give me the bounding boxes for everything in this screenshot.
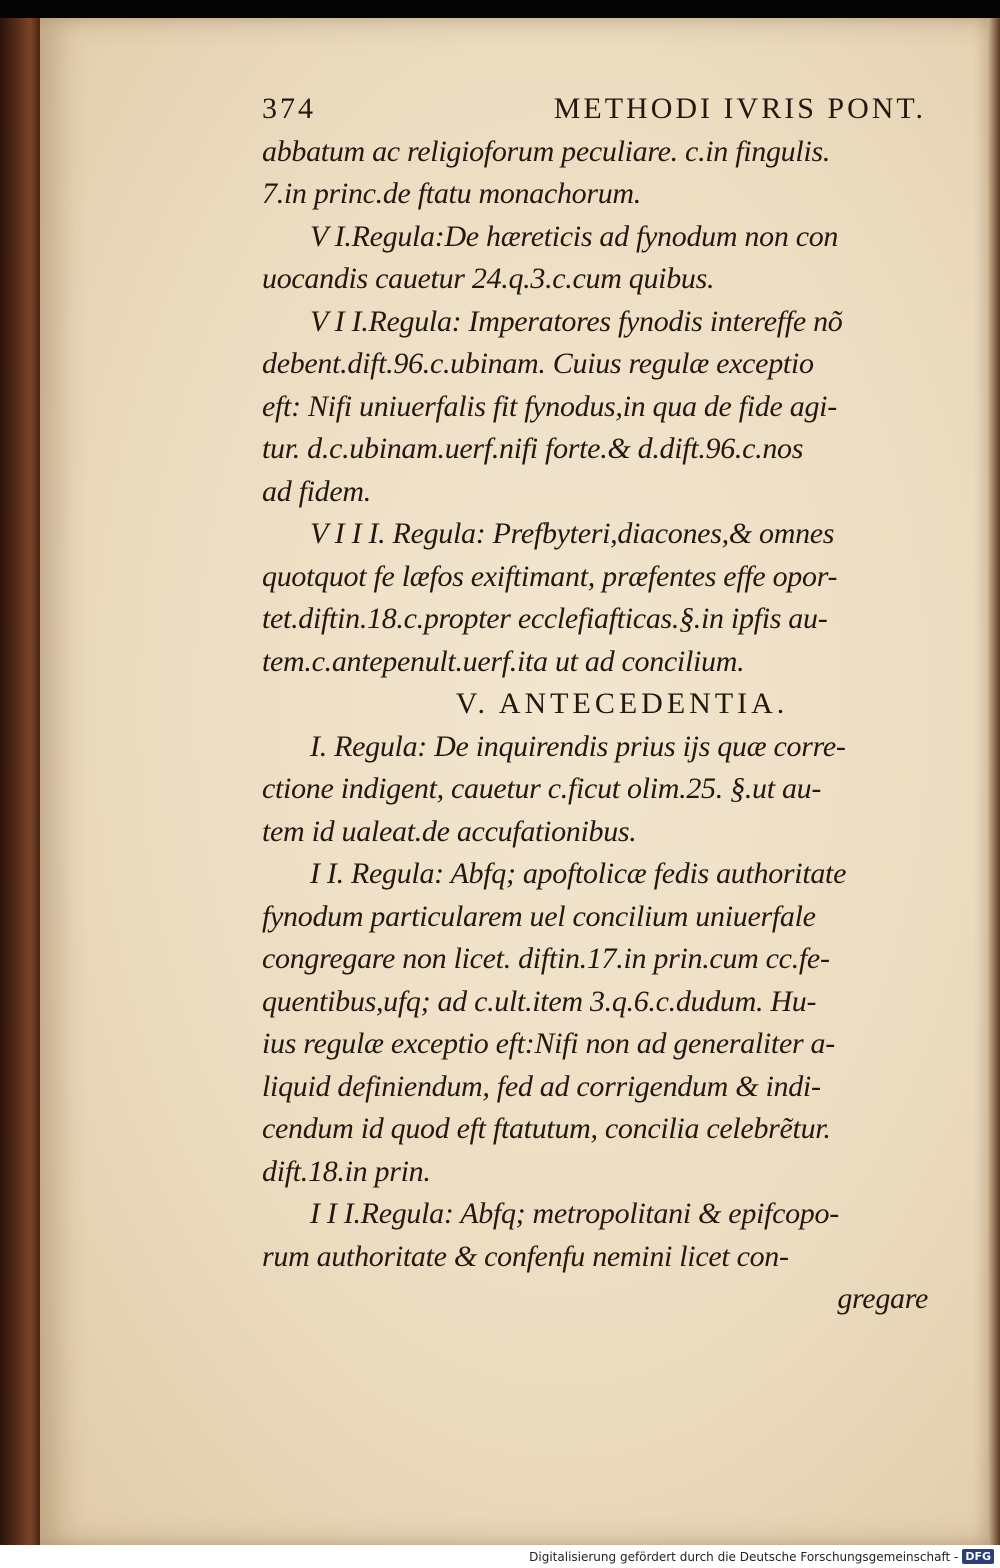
text-line: tem id ualeat.de accufationibus. (262, 814, 637, 848)
book-cover-edge (0, 18, 40, 1545)
text-line: abbatum ac religioforum peculiare. c.in fingulis. (262, 134, 831, 168)
text-line: I. Regula: De inquirendis prius ijs quæ corre- (310, 729, 846, 763)
text-line: tem.c.antepenult.uerf.ita ut ad concilium. (262, 644, 745, 678)
digitization-footer (0, 1545, 1000, 1568)
text-line: uocandis cauetur 24.q.3.c.cum quibus. (262, 262, 715, 295)
scan-top-border (0, 0, 1000, 18)
text-line: V I.Regula:De hæreticis ad fynodum non con (310, 219, 839, 253)
text-line: debent.dift.96.c.ubinam. Cuius regulæ exceptio (262, 347, 814, 380)
text-line: congregare non licet. diftin.17.in prin.cum cc.fe- (262, 942, 830, 975)
text-line: fynodum particularem uel concilium uniuerfale (262, 899, 816, 933)
text-line: eft: Nifi uniuerfalis fit fynodus,in qua de fide agi- (262, 389, 837, 423)
text-line: cendum id quod eft ftatutum, concilia celebrẽtur. (262, 1112, 831, 1145)
text-line: gregare (837, 1282, 928, 1315)
text-line: 7.in princ.de ftatu monachorum. (262, 177, 642, 210)
running-title: METHODI IVRIS PONT. (553, 92, 926, 125)
text-line: liquid definiendum, fed ad corrigendum & indi- (262, 1069, 821, 1103)
text-line: V I I I. Regula: Prefbyteri,diacones,& omnes (310, 517, 835, 550)
book-scan (0, 18, 1000, 1545)
text-line: ctione indigent, cauetur c.ficut olim.25. §.ut au- (262, 772, 822, 805)
page-right-edge (988, 18, 1000, 1545)
page-number: 374 (262, 92, 316, 125)
text-line: ius regulæ exceptio eft:Nifi non ad generaliter a- (262, 1027, 835, 1060)
body-lines (262, 131, 932, 1321)
running-header (262, 88, 932, 131)
text-line: I I I.Regula: Abfq; metropolitani & epifcopo- (310, 1197, 839, 1230)
text-line: I I. Regula: Abfq; apoftolicæ fedis authoritate (310, 857, 847, 890)
text-line: quotquot fe læfos exiftimant, præfentes effe opor- (262, 559, 838, 593)
page-text-block (262, 88, 932, 1321)
text-line: tet.diftin.18.c.propter ecclefiafticas.§.in ipfis au- (262, 602, 828, 635)
text-line: rum authoritate & confenfu nemini licet con- (262, 1239, 789, 1273)
text-line: tur. d.c.ubinam.uerf.nifi forte.& d.dift.96.c.nos (262, 432, 804, 465)
section-heading: V. ANTECEDENTIA. (455, 687, 789, 720)
text-line: quentibus,ufq; ad c.ult.item 3.q.6.c.dudum. Hu- (262, 984, 817, 1018)
text-line: V I I.Regula: Imperatores fynodis intereffe nõ (310, 304, 843, 338)
text-line: dift.18.in prin. (262, 1154, 431, 1188)
dfg-logo-icon: DFG (962, 1549, 994, 1564)
footer-credit: Digitalisierung gefördert durch die Deutsche Forschungsgemeinschaft - (529, 1549, 959, 1564)
text-line: ad fidem. (262, 474, 371, 508)
